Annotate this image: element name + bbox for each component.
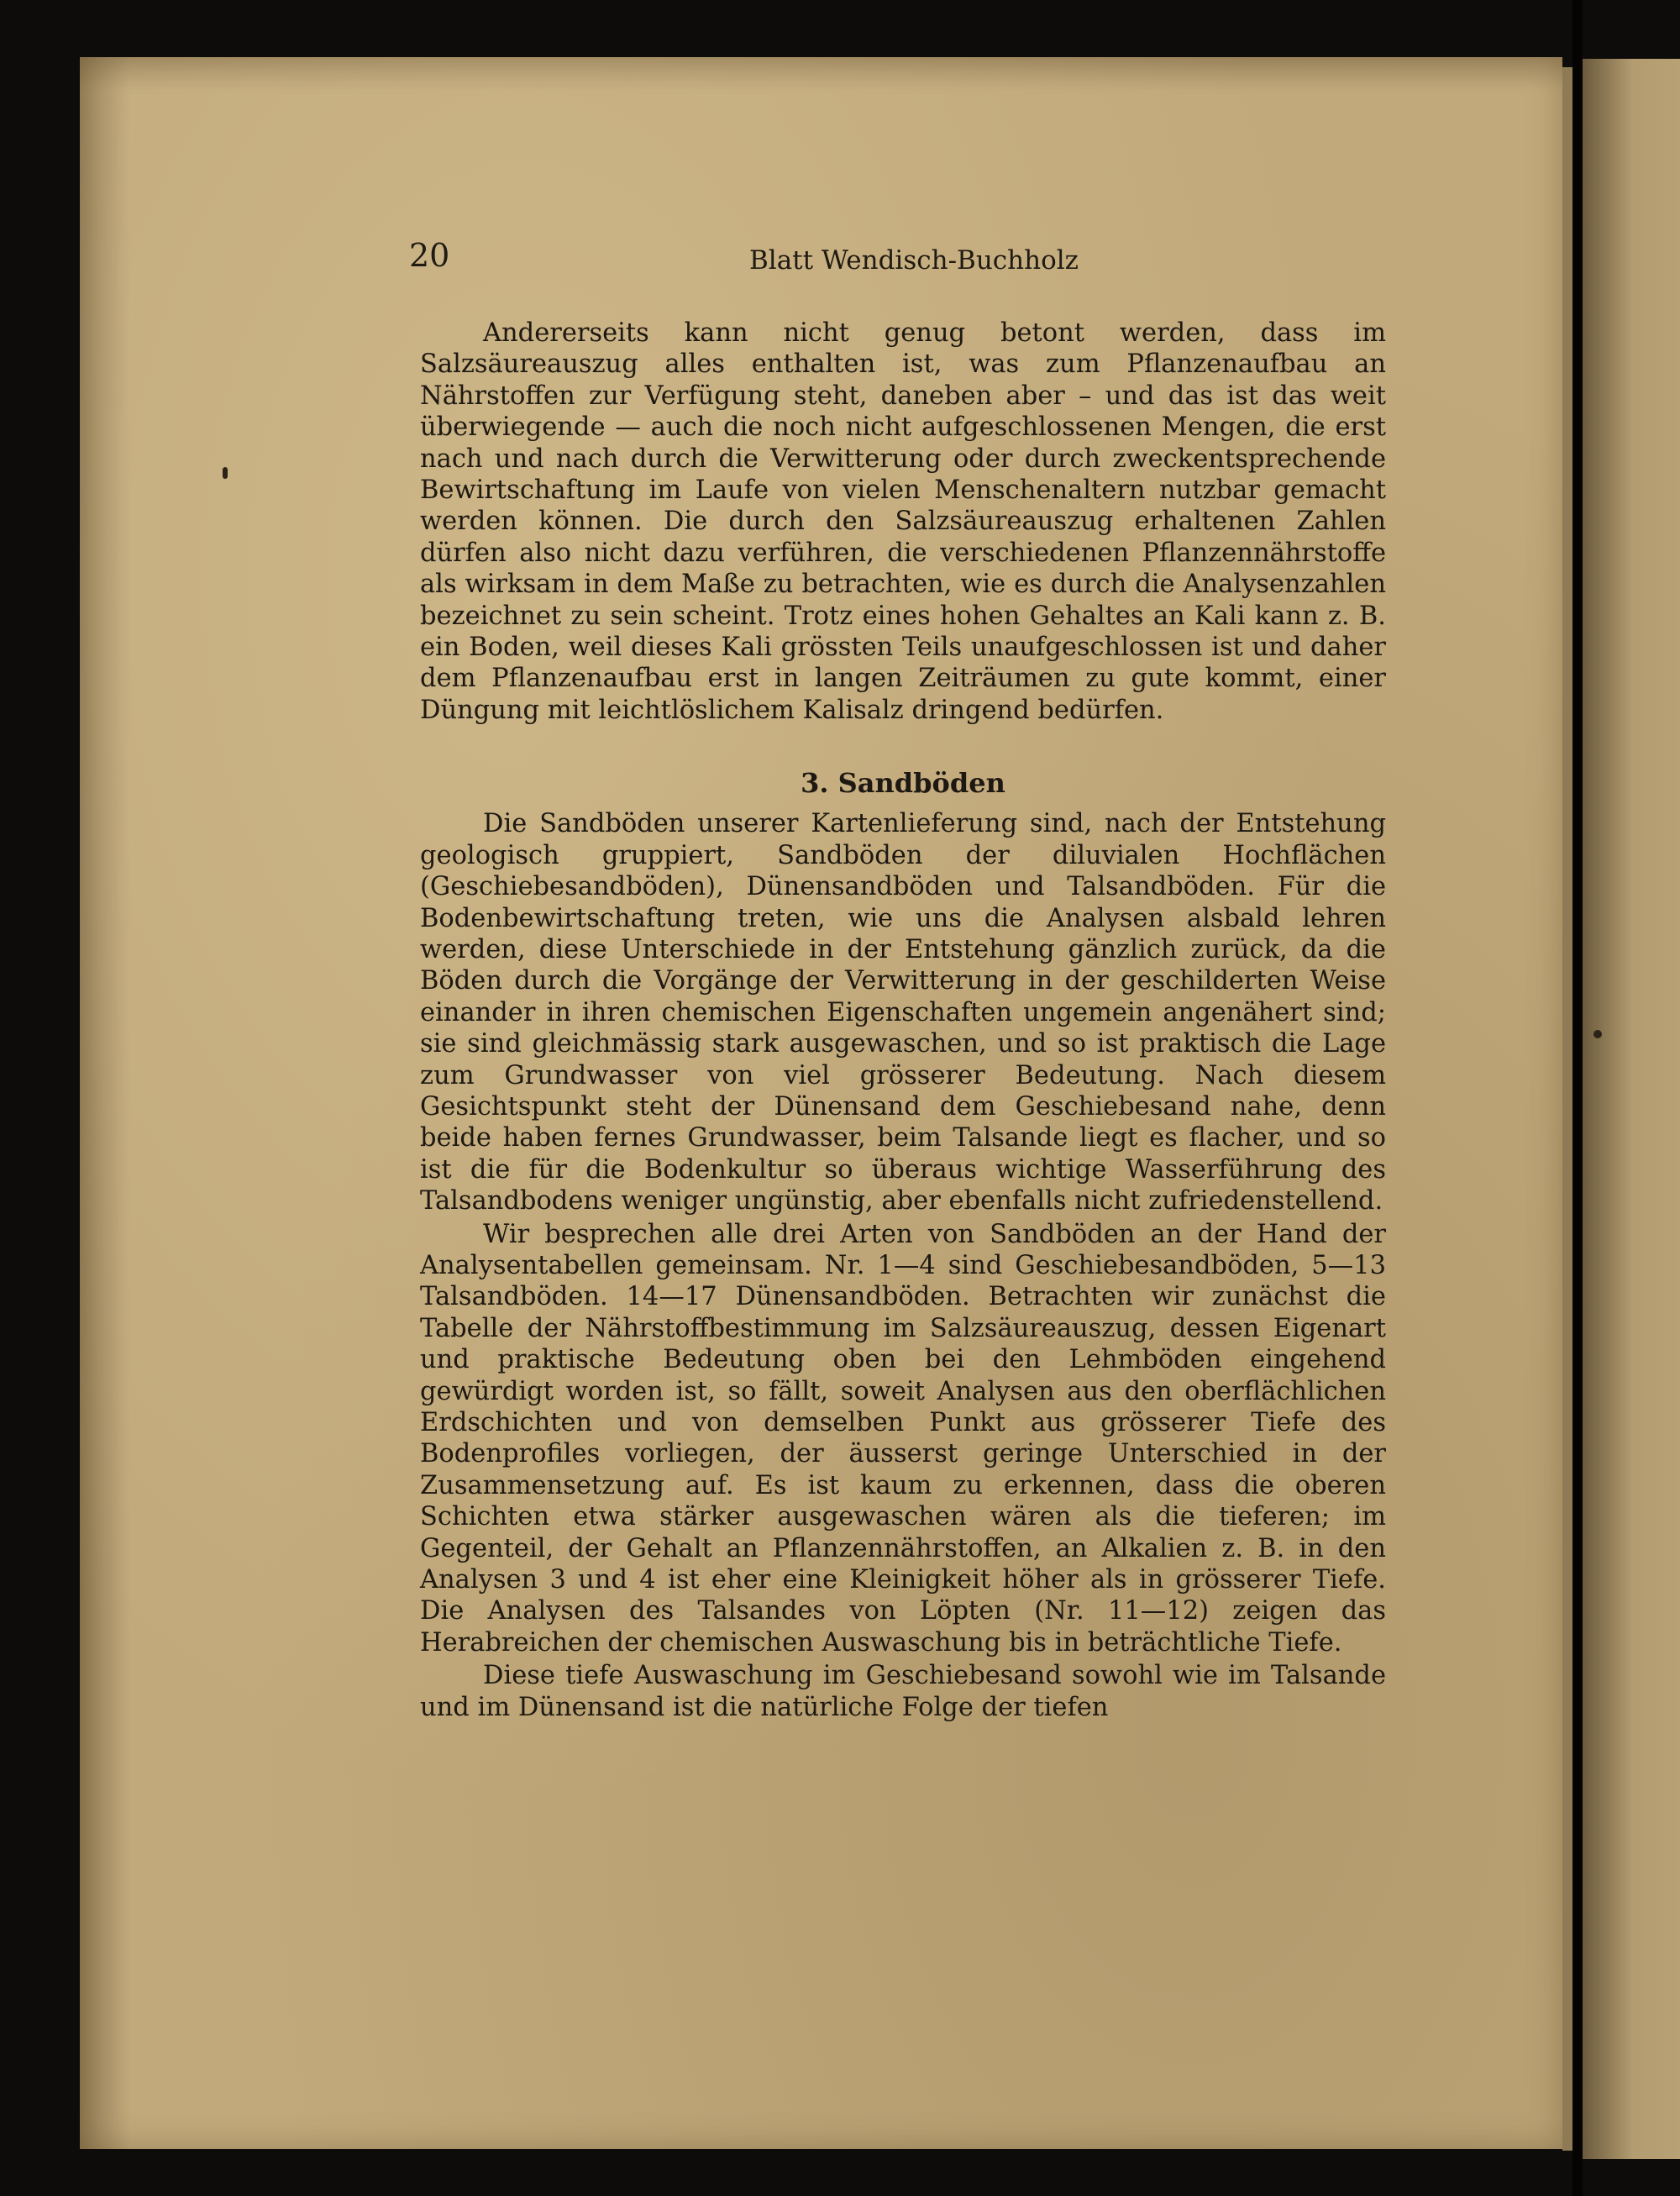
section-heading: 3. Sandböden bbox=[801, 767, 1005, 800]
paragraph: Die Sandböden unserer Kartenlieferung sind, nach der Entstehung geologisch gruppiert, Sandböden der diluvialen Hochflächen (Geschiebesandböden), Dünensandböden und Talsandböden. Für die Bodenbewirtschaftung treten, wie uns die Analysen alsbald lehren werden, diese Unterschiede in der Entstehung gänzlich zurück, da die Böden durch die Vorgänge der Verwitterung in der geschilderten Weise einander in ihren chemischen Eigenschaften ungemein angenähert sind; sie sind gleichmässig stark ausgewaschen, und so ist praktisch die Lage zum Grundwasser von viel grösserer Bedeutung. Nach diesem Gesichtspunkt steht der Dünensand dem Geschiebesand nahe, denn beide haben fernes Grundwasser, beim Talsande liegt es flacher, und so ist die für die Bodenkultur so überaus wichtige Wasserführung des Talsandbodens weniger ungünstig, aber ebenfalls nicht zufriedenstellend. bbox=[420, 809, 1386, 1216]
book-gutter bbox=[1572, 0, 1583, 2196]
page-header bbox=[409, 237, 1417, 287]
margin-speck bbox=[1593, 1030, 1602, 1038]
paragraph: Andererseits kann nicht genug betont werden, dass im Salzsäureauszug alles enthalten ist, was zum Pflanzenaufbau an Nährstoffen zur Verfügung steht, daneben aber – und das ist das weit überwiegende — auch die noch nicht aufgeschlossenen Mengen, die erst nach und nach durch die Verwitterung oder durch zweckentsprechende Bewirtschaftung im Laufe von vielen Menschenaltern nutzbar gemacht werden können. Die durch den Salzsäureauszug erhaltenen Zahlen dürfen also nicht dazu verführen, die verschiedenen Pflanzennährstoffe als wirksam in dem Maße zu betrachten, wie es durch die Analysenzahlen bezeichnet zu sein scheint. Trotz eines hohen Gehaltes an Kali kann z. B. ein Boden, weil dieses Kali grössten Teils unaufgeschlossen ist und daher dem Pflanzenaufbau erst in langen Zeiträumen zu gute kommt, einer Düngung mit leichtlöslichem Kalisalz dringend bedürfen. bbox=[420, 318, 1386, 725]
page-edge bbox=[1562, 67, 1572, 2151]
paragraph: Diese tiefe Auswaschung im Geschiebesand sowohl wie im Talsande und im Dünensand ist die natürliche Folge der tiefen bbox=[420, 1661, 1386, 1722]
paragraph: Wir besprechen alle drei Arten von Sandböden an der Hand der Analysentabellen gemeinsam. Nr. 1—4 sind Geschiebesandböden, 5—13 Talsandböden. 14—17 Dünensandböden. Betrachten wir zunächst die Tabelle der Nährstoffbestimmung im Salzsäureauszug, dessen Eigenart und praktische Bedeutung oben bei den Lehmböden eingehend gewürdigt worden ist, so fällt, soweit Analysen aus den oberflächlichen Erdschichten und von demselben Punkt aus grösserer Tiefe des Bodenprofiles vorliegen, der äusserst geringe Unterschied in der Zusammensetzung auf. Es ist kaum zu erkennen, dass die oberen Schichten etwa stärker ausgewaschen wären als die tieferen; im Gegenteil, der Gehalt an Pflanzennährstoffen, an Alkalien z. B. in den Analysen 3 und 4 ist eher eine Kleinigkeit höher als in grösserer Tiefe. Die Analysen des Talsandes von Löpten (Nr. 11—12) zeigen das Herabreichen der chemischen Auswaschung bis in beträchtliche Tiefe. bbox=[420, 1219, 1386, 1658]
page-number: 20 bbox=[409, 237, 450, 274]
facing-page-edge bbox=[1583, 59, 1680, 2159]
body-text bbox=[420, 318, 1386, 1723]
margin-speck bbox=[223, 467, 228, 479]
running-title: Blatt Wendisch-Buchholz bbox=[749, 245, 1079, 276]
